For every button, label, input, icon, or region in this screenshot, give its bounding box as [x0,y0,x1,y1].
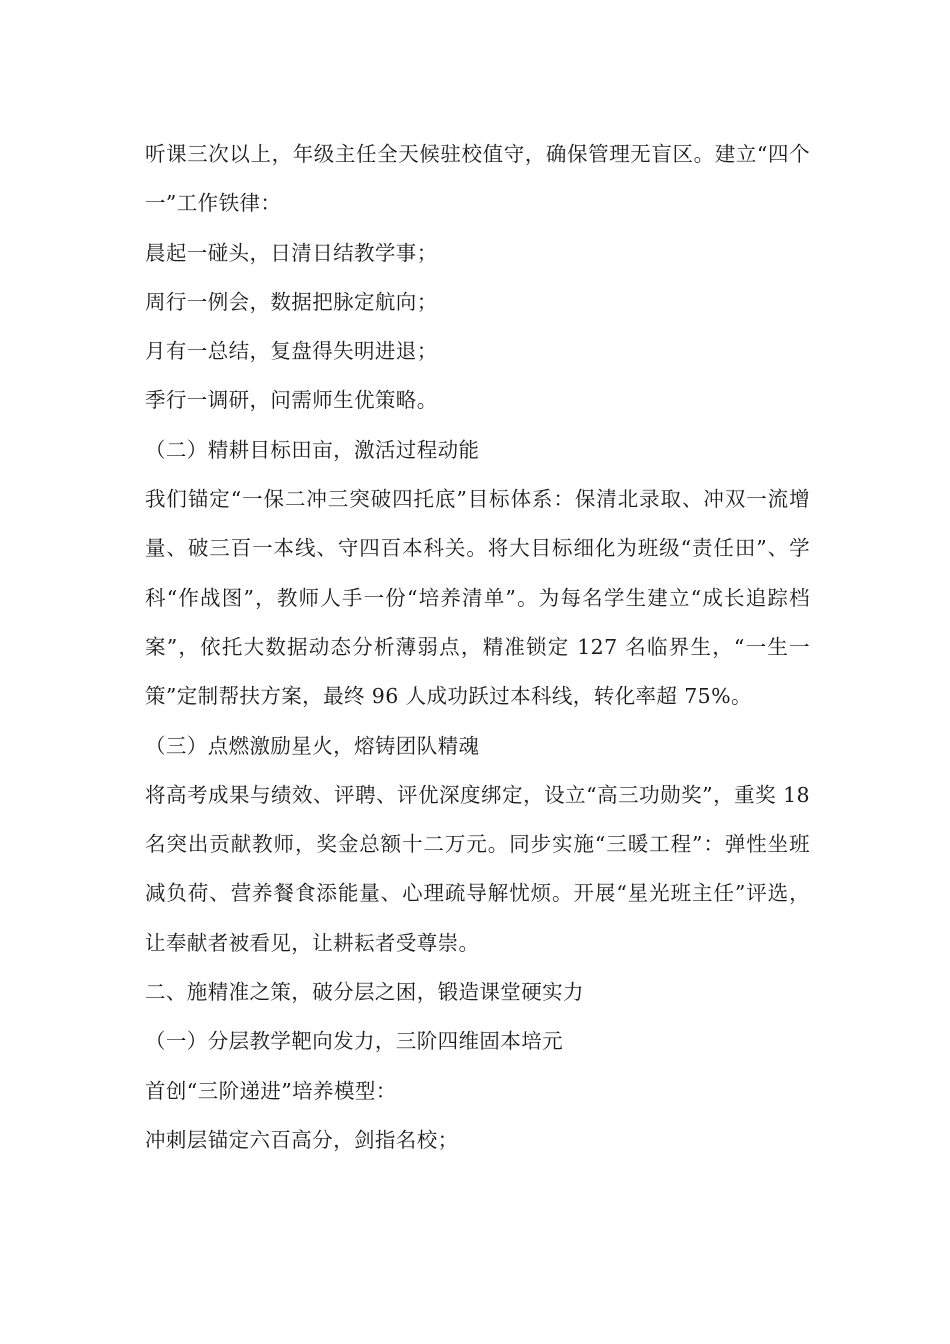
document-body [145,130,810,1165]
section-heading-3: （三）点燃激励星火，熔铸团队精魂 [145,733,480,758]
rule-quarterly-survey: 季行一调研，问需师生优策略。 [145,388,438,413]
chapter-heading-2: 二、施精准之策，破分层之困，锻造课堂硬实力 [145,980,584,1005]
rule-monthly-summary: 月有一总结，复盘得失明进退； [145,339,438,364]
section-heading-2: （二）精耕目标田亩，激活过程动能 [145,437,480,462]
paragraph-target-system: 我们锚定“一保二冲三突破四托底”目标体系：保清北录取、冲双一流增量、破三百一本线、守四百本科关。将大目标细化为班级“责任田”、学科“作战图”，教师人手一份“培养清单”。为每名学生建立“成长追踪档案”，依托大数据动态分析薄弱点，精准锁定 127 名临界生，“一生一策”定制帮扶方案，最终 96 人成功跃过本科线，转化率超 75%。 [145,487,810,709]
section-heading-1: （一）分层教学靶向发力，三阶四维固本培元 [145,1029,563,1054]
paragraph-incentives: 将高考成果与绩效、评聘、评优深度绑定，设立“高三功勋奖”，重奖 18 名突出贡献教师，奖金总额十二万元。同步实施“三暖工程”：弹性坐班减负荷、营养餐食添能量、心理疏导解忧烦。开展“星光班主任”评选，让奉献者被看见，让耕耘者受尊崇。 [145,782,810,955]
paragraph-sprint-layer: 冲刺层锚定六百高分，剑指名校； [145,1127,459,1152]
rule-weekly-meeting: 周行一例会，数据把脉定航向； [145,289,438,314]
paragraph-management-rules: 听课三次以上，年级主任全天候驻校值守，确保管理无盲区。建立“四个一”工作铁律： [145,142,810,216]
rule-morning-meeting: 晨起一碰头，日清日结教学事； [145,240,438,265]
paragraph-model-intro: 首创“三阶递进”培养模型： [145,1078,397,1103]
